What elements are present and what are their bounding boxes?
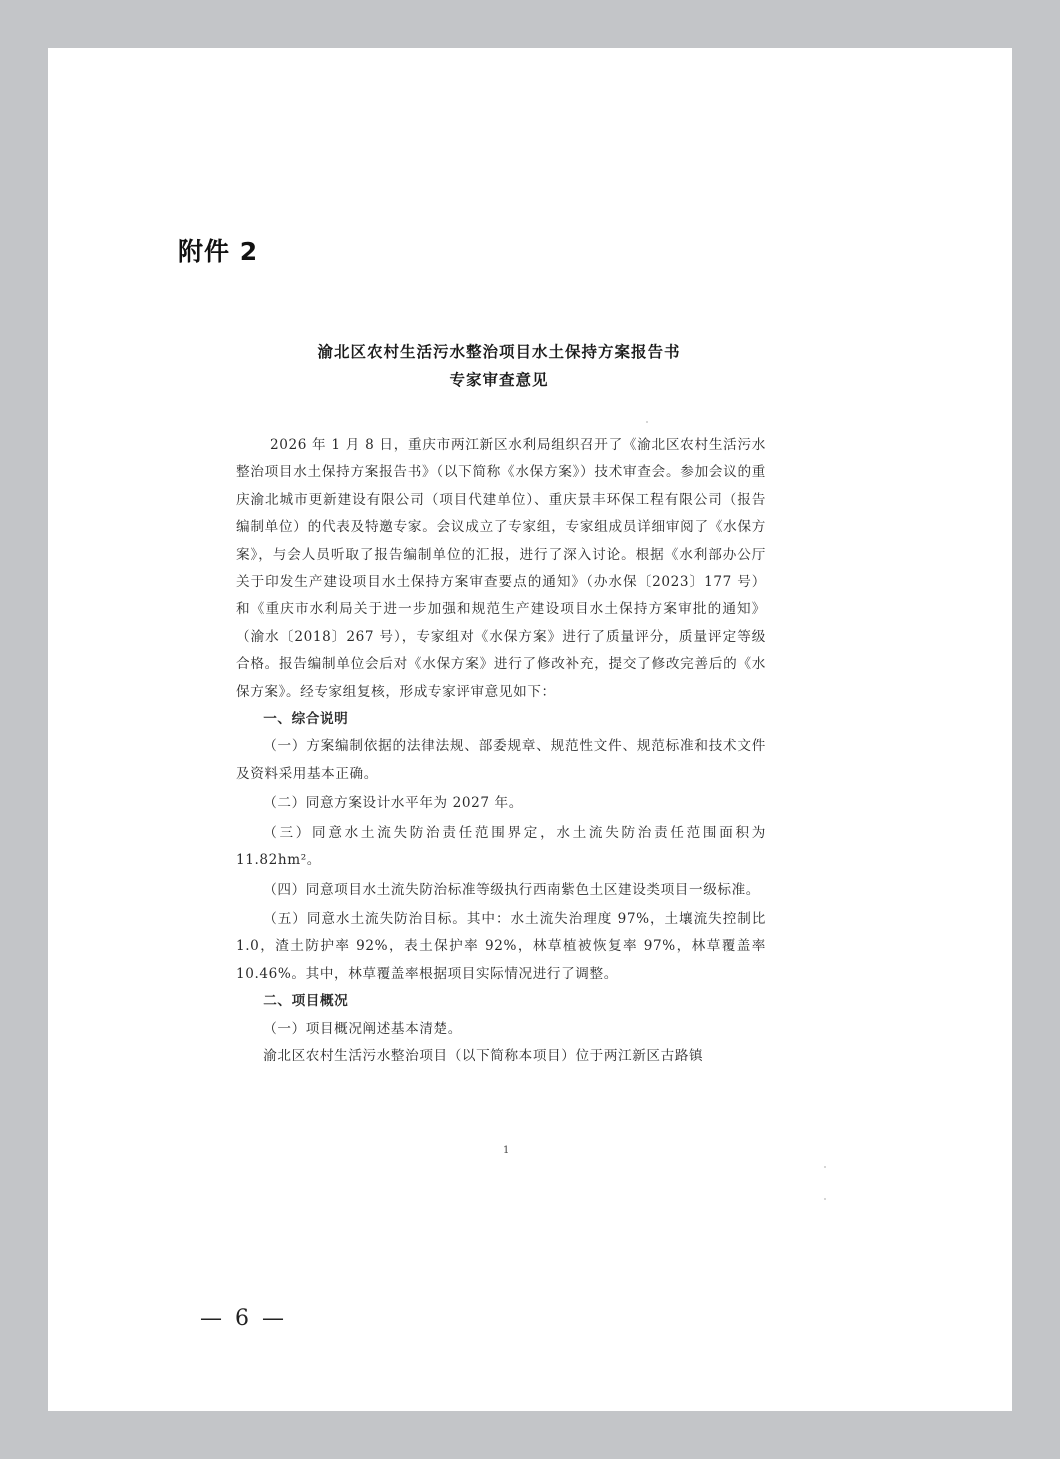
section1-item-2: （二）同意方案设计水平年为 2027 年。: [263, 795, 523, 812]
scanned-report: [236, 338, 766, 1070]
attachment-label: 附件 2: [178, 237, 259, 266]
section2-item-1: （一）项目概况阐述基本清楚。: [263, 1020, 462, 1037]
scan-speck: [646, 421, 648, 423]
scan-speck: [824, 1166, 826, 1168]
section-heading: 一、综合说明: [263, 711, 349, 728]
section1-item-3: （三）同意水土流失防治责任范围界定，水土流失防治责任范围面积为 11.82hm²。: [236, 824, 766, 869]
section2-item-2: 渝北区农村生活污水整治项目（以下简称本项目）位于两江新区古路镇: [263, 1047, 704, 1064]
section1-item-1: （一）方案编制依据的法律法规、部委规章、规范性文件、规范标准和技术文件及资料采用基本正确。: [236, 738, 766, 782]
report-body: [236, 432, 766, 1070]
document-page: [48, 48, 1012, 1411]
report-title-line2: 专家审查意见: [449, 371, 549, 389]
page-number: — 6 —: [200, 1306, 287, 1331]
section1-item-5: （五）同意水土流失防治目标。其中：水土流失治理度 97%，土壤流失控制比 1.0，渣土防护率 92%，表土保护率 92%，林草植被恢复率 97%，林草覆盖率 10.46%。其中，林草覆盖率根据项目实际情况进行了调整。: [236, 910, 766, 982]
intro-paragraph: 2026 年 1 月 8 日，重庆市两江新区水利局组织召开了《渝北区农村生活污水整治项目水土保持方案报告书》（以下简称《水保方案》）技术审查会。参加会议的重庆渝北城市更新建设有限公司（项目代建单位）、重庆景丰环保工程有限公司（报告编制单位）的代表及特邀专家。会议成立了专家组，专家组成员详细审阅了《水保方案》，与会人员听取了报告编制单位的汇报，进行了深入讨论。根据《水利部办公厅关于印发生产建设项目水土保持方案审查要点的通知》（办水保〔2023〕177 号）和《重庆市水利局关于进一步加强和规范生产建设项目水土保持方案审批的通知》（渝水〔2018〕267 号），专家组对《水保方案》进行了质量评分，质量评定等级合格。报告编制单位会后对《水保方案》进行了修改补充，提交了修改完善后的《水保方案》。经专家组复核，形成专家评审意见如下：: [236, 437, 766, 700]
report-title: [232, 338, 766, 394]
scan-speck: [824, 1198, 826, 1200]
scanned-page-number: 1: [503, 1145, 510, 1156]
report-title-line1: 渝北区农村生活污水整治项目水土保持方案报告书: [317, 343, 681, 361]
section1-item-4: （四）同意项目水土流失防治标准等级执行西南紫色土区建设类项目一级标准。: [263, 881, 760, 898]
section-heading: 二、项目概况: [263, 993, 349, 1010]
